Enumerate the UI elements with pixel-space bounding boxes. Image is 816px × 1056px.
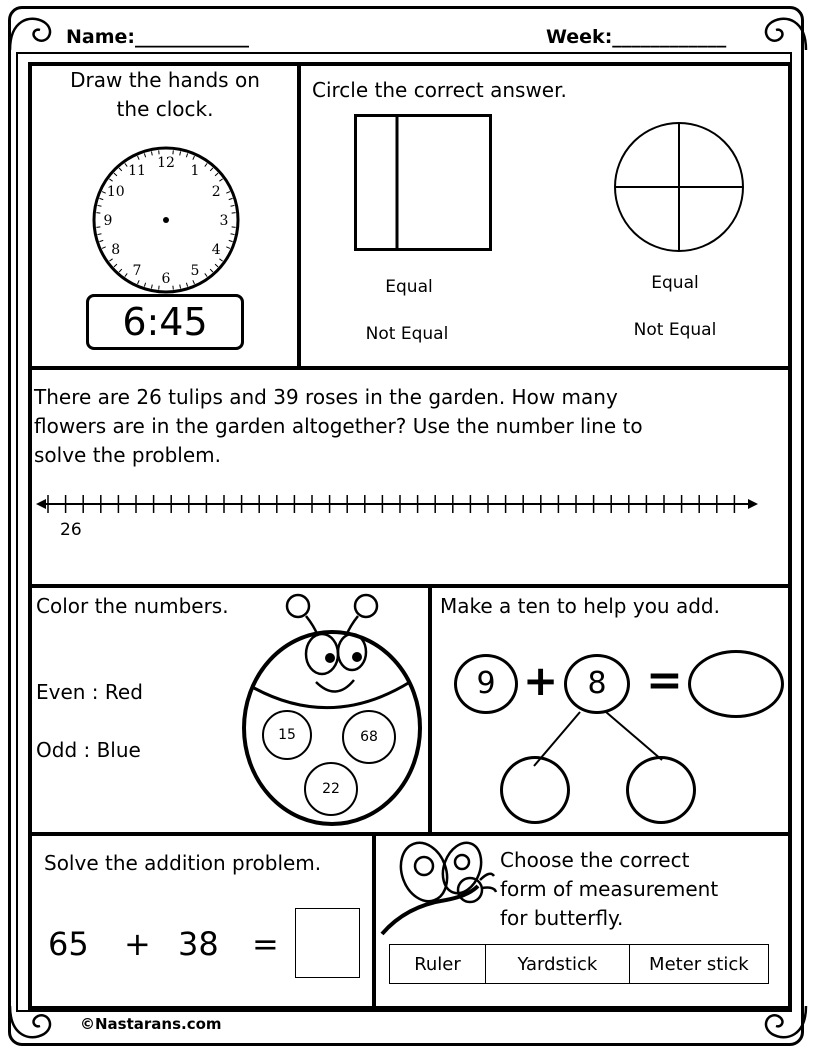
clock-number: 1 — [190, 162, 200, 179]
measurement-options-table — [389, 944, 769, 984]
corner-swirl-top-left — [10, 19, 50, 50]
clock-tick — [180, 285, 181, 289]
clock-number: 9 — [103, 213, 113, 229]
clock-tick — [215, 173, 218, 176]
addition-instruction: Solve the addition problem. — [44, 851, 322, 875]
clock-tick — [210, 269, 213, 272]
ladybug-eye-right — [338, 634, 366, 670]
digital-time: 6:45 — [86, 294, 244, 350]
clock-tick — [151, 285, 152, 289]
clock-tick — [138, 156, 140, 160]
clock-number: 2 — [211, 184, 221, 200]
addend-circle-8: 8 — [564, 654, 630, 714]
week-field — [546, 26, 726, 48]
clock-tick — [151, 152, 152, 156]
clock-tick — [125, 273, 127, 276]
ladybug-smile — [316, 680, 354, 692]
number-line[interactable] — [36, 490, 760, 520]
number-line-start-label: 26 — [60, 520, 82, 540]
clock-number: 4 — [211, 242, 221, 258]
clock-tick — [219, 179, 222, 181]
clock-number: 7 — [132, 263, 142, 280]
clock-tick — [215, 264, 218, 267]
word-problem-line2: flowers are in the garden altogether? Use the number line to — [34, 414, 643, 438]
butterfly-wing-left — [393, 836, 455, 907]
week-label: Week: — [546, 26, 613, 48]
plus-sign: + — [523, 656, 559, 705]
clock-number: 3 — [219, 213, 229, 229]
clock-number: 8 — [111, 242, 121, 258]
clock-instruction-line1: Draw the hands on — [70, 68, 260, 92]
copyright-text: ©Nastarans.com — [80, 1015, 222, 1033]
spot-number-22[interactable]: 22 — [304, 762, 358, 816]
clock-number: 5 — [190, 263, 200, 280]
clock-instruction — [32, 66, 298, 124]
antenna-left — [287, 595, 309, 617]
addition-equals: = — [252, 925, 279, 963]
clock-tick — [114, 173, 117, 176]
clock-tick — [231, 205, 235, 206]
clock-tick — [231, 234, 235, 235]
clock-center — [163, 217, 169, 223]
analog-clock[interactable] — [88, 142, 244, 298]
clock-tick — [125, 163, 127, 166]
clock-tick — [219, 259, 222, 261]
word-problem-line3: solve the problem. — [34, 443, 222, 467]
clock-tick — [180, 152, 181, 156]
addition-answer-box[interactable] — [295, 908, 360, 978]
rect-choice-equal[interactable]: Equal — [385, 277, 433, 297]
clock-tick — [205, 163, 207, 166]
measurement-line1: Choose the correct — [500, 848, 690, 872]
rectangle-shape — [354, 114, 492, 252]
word-problem-line1: There are 26 tulips and 39 roses in the garden. How many — [34, 385, 618, 409]
clock-tick — [144, 283, 145, 287]
divider-row1 — [28, 366, 792, 370]
addition-operator: + — [124, 925, 151, 963]
clock-tick — [229, 198, 233, 199]
clock-tick — [205, 273, 207, 276]
ladybug-head-line — [254, 682, 410, 708]
clock-tick — [186, 153, 187, 157]
addition-num2: 38 — [178, 925, 219, 963]
clock-tick — [186, 283, 187, 287]
addition-num1: 65 — [48, 925, 89, 963]
bond-circle-right[interactable] — [626, 756, 696, 824]
clock-number: 11 — [128, 162, 146, 179]
corner-swirl-bottom-left — [10, 1006, 50, 1037]
measurement-line2: form of measurement — [500, 877, 719, 901]
clock-tick — [114, 264, 117, 267]
corner-swirl-bottom-right — [766, 1006, 806, 1037]
option-ruler[interactable]: Ruler — [390, 945, 486, 984]
clock-tick — [193, 156, 195, 160]
clock-tick — [193, 280, 195, 284]
ladybug-eye-left — [306, 634, 338, 674]
clock-tick — [98, 205, 102, 206]
clock-tick — [102, 192, 106, 194]
option-yardstick[interactable]: Yardstick — [486, 945, 630, 984]
clock-number: 10 — [106, 184, 125, 200]
bond-circle-left[interactable] — [500, 756, 570, 824]
spot-number-68[interactable]: 68 — [342, 710, 396, 764]
clock-tick — [144, 153, 145, 157]
measurement-instruction — [500, 846, 718, 933]
answer-oval[interactable] — [688, 650, 784, 718]
clock-tick — [109, 259, 112, 261]
clock-tick — [226, 247, 230, 249]
circle-shape — [612, 120, 746, 254]
make-ten-instruction: Make a ten to help you add. — [440, 594, 720, 618]
measurement-line3: for butterfly. — [500, 906, 624, 930]
circle-choice-equal[interactable]: Equal — [651, 273, 699, 293]
clock-tick — [226, 192, 230, 194]
clock-tick — [119, 168, 122, 171]
clock-tick — [102, 247, 106, 249]
clock-tick — [138, 280, 140, 284]
fractions-instruction: Circle the correct answer. — [312, 78, 567, 102]
clock-tick — [99, 198, 103, 199]
clock-number: 6 — [161, 271, 171, 287]
divider-row2 — [28, 584, 792, 588]
clock-tick — [109, 179, 112, 181]
circle-choice-not-equal[interactable]: Not Equal — [633, 320, 717, 340]
name-label: Name: — [66, 26, 136, 48]
clock-tick — [99, 240, 103, 241]
color-rule-odd: Odd : Blue — [36, 738, 141, 762]
clock-tick — [229, 240, 233, 241]
corner-swirl-top-right — [766, 19, 806, 50]
option-meter-stick[interactable]: Meter stick — [629, 945, 768, 984]
butterfly-illustration — [376, 836, 500, 940]
rect-choice-not-equal[interactable]: Not Equal — [365, 324, 449, 344]
addend-circle-9: 9 — [454, 654, 518, 714]
clock-instruction-line2: the clock. — [116, 97, 214, 121]
clock-tick — [98, 234, 102, 235]
clock-tick — [119, 269, 122, 272]
equals-sign: = — [646, 655, 683, 706]
butterfly-body — [382, 886, 478, 934]
color-instruction: Color the numbers. — [36, 594, 229, 618]
divider-col-mid — [428, 586, 432, 834]
color-rule-even: Even : Red — [36, 680, 143, 704]
clock-tick — [210, 168, 213, 171]
clock-number: 12 — [157, 155, 175, 171]
name-blank: ____________ — [135, 26, 250, 48]
word-problem-text — [34, 383, 774, 470]
spot-number-15[interactable]: 15 — [262, 710, 312, 760]
antenna-right — [355, 595, 377, 617]
week-blank: ____________ — [612, 26, 727, 48]
name-field — [66, 26, 249, 48]
